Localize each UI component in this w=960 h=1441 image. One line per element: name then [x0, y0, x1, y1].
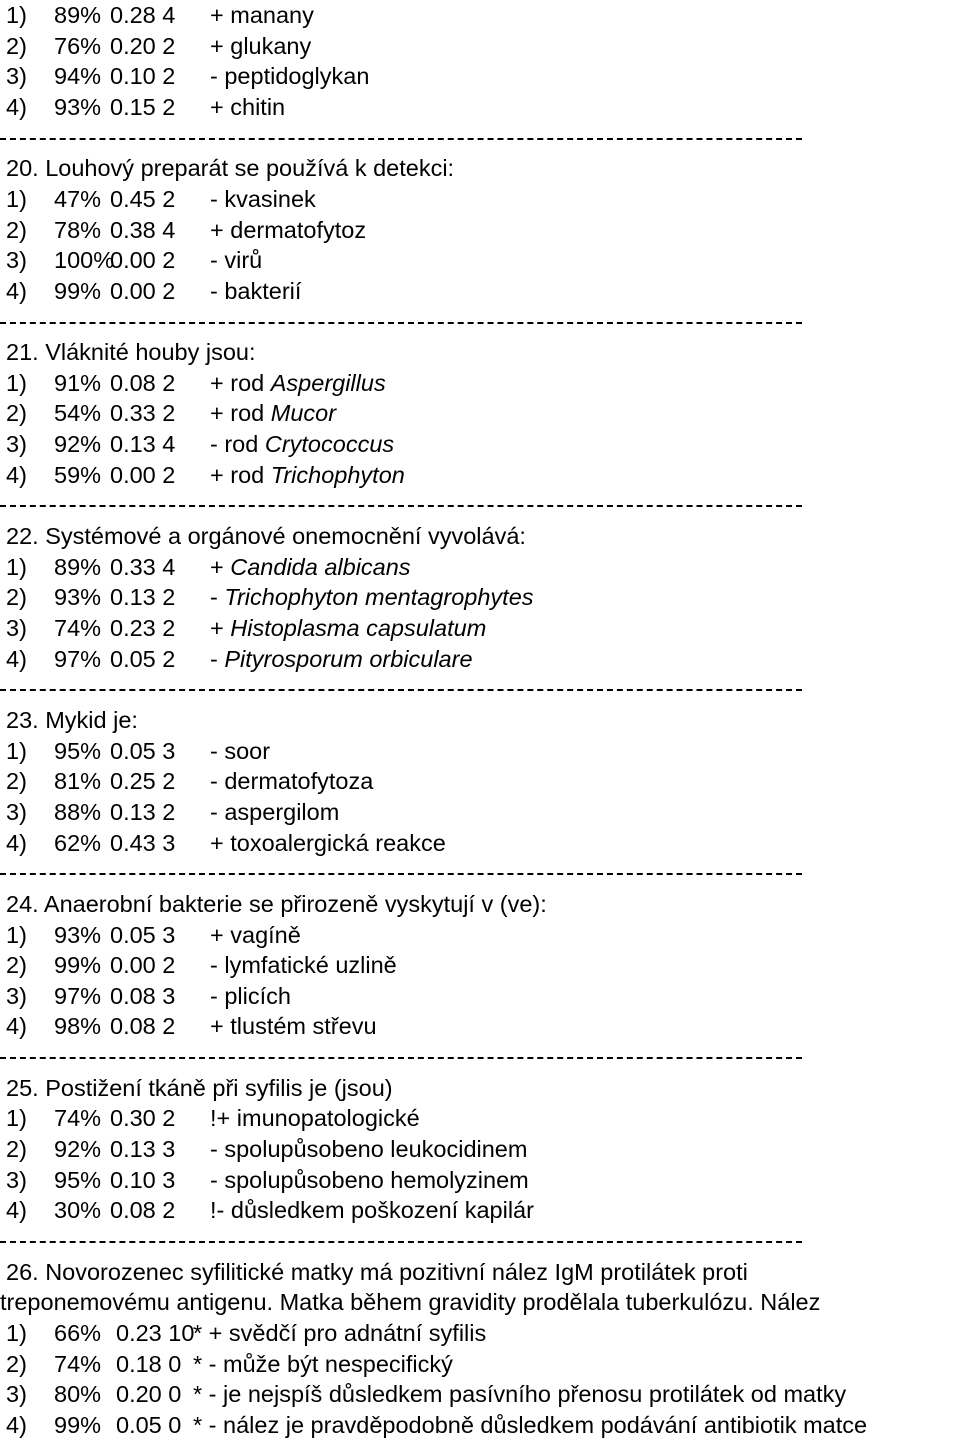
answer-number: 1): [6, 2, 27, 28]
answer-taxon-italic: Crytococcus: [264, 431, 395, 458]
answer-score: 0.08 3: [110, 982, 176, 1009]
question-line: 20. Louhový preparát se používá k detekci:: [6, 155, 455, 182]
answer-score: 0.23 10: [116, 1319, 195, 1346]
italic-wrap: [230, 554, 410, 580]
separator-line: [0, 322, 802, 324]
answer-text: !+ imunopatologické: [210, 1105, 420, 1132]
italic-wrap: [271, 400, 336, 426]
answer-row: [0, 215, 960, 246]
italic-wrap: [224, 646, 472, 672]
question-line: 23. Mykid je:: [6, 706, 138, 733]
italic-wrap: [230, 615, 486, 641]
question-line: 22. Systémové a orgánové onemocnění vyvolává:: [6, 523, 526, 550]
answer-row: [0, 981, 960, 1012]
answer-percent: 81%: [54, 768, 102, 795]
answer-score: 0.33 2: [110, 400, 176, 427]
answer-number: 4): [6, 829, 27, 856]
answer-row: [0, 429, 960, 460]
answer-number: 3): [6, 247, 27, 274]
separator-line: [0, 138, 802, 140]
answer-percent: 95%: [54, 737, 102, 764]
answer-text: * - může být nespecifický: [193, 1350, 453, 1377]
question-text: [0, 337, 960, 368]
answer-text: - spolupůsobeno hemolyzinem: [210, 1166, 529, 1193]
answer-number: 1): [6, 185, 27, 212]
answer-score: 0.05 2: [110, 645, 176, 672]
answer-text: - spolupůsobeno leukocidinem: [210, 1136, 528, 1163]
answer-score: 0.00 2: [110, 461, 176, 488]
answer-score: 0.20 0: [116, 1381, 182, 1408]
answer-number: 4): [6, 645, 27, 672]
answer-score: 0.00 2: [110, 952, 176, 979]
dashed-separator: [0, 490, 960, 521]
answer-number: 2): [6, 216, 27, 243]
italic-wrap: [271, 370, 386, 396]
answer-prefix: -: [210, 584, 225, 611]
answer-taxon-italic: Trichophyton mentagrophytes: [224, 584, 534, 611]
answer-number: 3): [6, 63, 27, 90]
separator-line: [0, 689, 802, 691]
answer-number: 2): [6, 584, 27, 611]
answer-row: [0, 276, 960, 307]
answer-prefix: +: [210, 615, 231, 641]
answer-number: 3): [6, 431, 27, 458]
answer-score: 0.15 2: [110, 93, 176, 120]
answer-text: [210, 552, 411, 583]
answer-number: 2): [6, 1136, 27, 1163]
italic-wrap: [224, 584, 533, 610]
answer-row: [0, 1011, 960, 1042]
answer-prefix: - rod: [210, 431, 265, 458]
answer-score: 0.30 2: [110, 1105, 176, 1132]
answer-percent: 99%: [54, 952, 102, 979]
separator-line: [0, 1057, 802, 1059]
answer-score: 0.45 2: [110, 185, 176, 212]
answer-percent: 98%: [54, 1013, 102, 1040]
answer-score: 0.13 2: [110, 798, 176, 825]
dashed-separator: [0, 1226, 960, 1257]
answer-text: + dermatofytoz: [210, 216, 367, 243]
answer-percent: 100%: [54, 247, 115, 274]
answer-row: [0, 184, 960, 215]
answer-score: 0.25 2: [110, 768, 176, 795]
question-line: 24. Anaerobní bakterie se přirozeně vyskytují v (ve):: [6, 890, 547, 917]
answer-row: [0, 1379, 960, 1410]
question-line: 26. Novorozenec syfilitické matky má pozitivní nález IgM protilátek proti: [6, 1258, 748, 1285]
answer-percent: 80%: [54, 1381, 102, 1408]
question-text: [0, 1287, 960, 1318]
answer-score: 0.33 4: [110, 553, 176, 580]
answer-score: 0.00 2: [110, 277, 176, 304]
answer-number: 4): [6, 1411, 27, 1438]
answer-taxon-italic: Aspergillus: [270, 369, 386, 396]
answer-score: 0.23 2: [110, 615, 176, 641]
answer-percent: 88%: [54, 798, 102, 825]
question-line: treponemovému antigenu. Matka během gravidity prodělala tuberkulózu. Nález: [0, 1289, 821, 1316]
dashed-separator: [0, 674, 960, 705]
answer-taxon-italic: Trichophyton: [270, 461, 405, 488]
answer-percent: 92%: [54, 431, 102, 458]
separator-line: [0, 873, 802, 875]
answer-row: [0, 613, 960, 644]
question-text: [0, 705, 960, 736]
answer-row: [0, 460, 960, 491]
answer-text: [210, 460, 405, 491]
answer-number: 2): [6, 400, 27, 427]
answer-number: 1): [6, 1319, 27, 1346]
answer-taxon-italic: Candida albicans: [230, 553, 411, 580]
answer-score: 0.20 2: [110, 32, 176, 59]
separator-line: [0, 1241, 802, 1243]
question-text: [0, 1073, 960, 1104]
answer-percent: 76%: [54, 32, 102, 59]
answer-score: 0.28 4: [110, 2, 176, 28]
answer-number: 3): [6, 615, 27, 641]
answer-score: 0.00 2: [110, 247, 176, 274]
answer-row: [0, 61, 960, 92]
answer-row: [0, 766, 960, 797]
question-text: [0, 889, 960, 920]
answer-text: - soor: [210, 737, 271, 764]
question-text: [0, 521, 960, 552]
dashed-separator: [0, 123, 960, 154]
answer-row: [0, 736, 960, 767]
answer-text: + tlustém střevu: [210, 1013, 377, 1040]
answer-percent: 78%: [54, 216, 102, 243]
answer-score: 0.13 3: [110, 1136, 176, 1163]
answer-row: [0, 1103, 960, 1134]
answer-percent: 30%: [54, 1197, 102, 1224]
answer-row: [0, 552, 960, 583]
answer-row: [0, 828, 960, 859]
answer-score: 0.05 3: [110, 737, 176, 764]
answer-row: [0, 368, 960, 399]
answer-number: 1): [6, 369, 27, 396]
answer-row: [0, 797, 960, 828]
answer-percent: 62%: [54, 829, 102, 856]
answer-text: * - je nejspíš důsledkem pasívního přenosu protilátek od matky: [193, 1381, 847, 1408]
question-text: [0, 153, 960, 184]
answer-taxon-italic: Mucor: [270, 400, 337, 427]
answer-row: [0, 644, 960, 675]
answer-row: [0, 1349, 960, 1380]
answer-prefix: + rod: [210, 400, 271, 427]
answer-percent: 59%: [54, 461, 102, 488]
italic-wrap: [271, 462, 405, 488]
answer-score: 0.08 2: [110, 1197, 176, 1224]
answer-score: 0.10 3: [110, 1166, 176, 1193]
answer-number: 2): [6, 1350, 27, 1377]
answer-text: + manany: [210, 2, 314, 28]
answer-number: 2): [6, 952, 27, 979]
question-line: 25. Postižení tkáně při syfilis je (jsou): [6, 1074, 393, 1101]
answer-percent: 91%: [54, 369, 102, 396]
answer-row: [0, 1195, 960, 1226]
answer-row: [0, 1410, 960, 1441]
answer-text: [210, 582, 534, 613]
answer-number: 4): [6, 1197, 27, 1224]
answer-score: 0.08 2: [110, 369, 176, 396]
dashed-separator: [0, 1042, 960, 1073]
answer-number: 3): [6, 798, 27, 825]
answer-prefix: + rod: [210, 369, 271, 396]
answer-percent: 74%: [54, 615, 102, 641]
answer-text: - bakterií: [210, 277, 302, 304]
answer-row: [0, 1318, 960, 1349]
dashed-separator: [0, 307, 960, 338]
answer-text: [210, 644, 473, 675]
answer-percent: 74%: [54, 1350, 102, 1377]
answer-text: * + svědčí pro adnátní syfilis: [193, 1319, 487, 1346]
answer-text: + vagíně: [210, 921, 301, 948]
dashed-separator: [0, 858, 960, 889]
answer-row: [0, 1134, 960, 1165]
answer-number: 2): [6, 768, 27, 795]
question-text: [0, 1257, 960, 1288]
answer-text: - peptidoglykan: [210, 63, 370, 90]
answer-taxon-italic: Pityrosporum orbiculare: [224, 645, 473, 672]
answer-percent: 97%: [54, 982, 102, 1009]
answer-text: [210, 398, 336, 429]
answer-percent: 97%: [54, 645, 102, 672]
answer-score: 0.05 0: [116, 1411, 182, 1438]
answer-row: [0, 950, 960, 981]
italic-wrap: [265, 431, 394, 457]
answer-row: [0, 398, 960, 429]
answer-prefix: -: [210, 645, 225, 672]
answer-text: - virů: [210, 247, 263, 274]
answer-prefix: + rod: [210, 461, 271, 488]
answer-percent: 66%: [54, 1319, 102, 1346]
answer-percent: 54%: [54, 400, 102, 427]
answer-score: 0.13 4: [110, 431, 176, 458]
question-line: 21. Vláknité houby jsou:: [6, 339, 256, 366]
answer-row: [0, 92, 960, 123]
answer-text: - lymfatické uzlině: [210, 952, 397, 979]
answer-percent: 93%: [54, 584, 102, 611]
answer-percent: 94%: [54, 63, 102, 90]
answer-number: 4): [6, 1013, 27, 1040]
answer-row: [0, 1165, 960, 1196]
answer-text: [210, 613, 486, 644]
answer-text: - kvasinek: [210, 185, 316, 212]
answer-text: + toxoalergická reakce: [210, 829, 446, 856]
answer-text: * - nález je pravděpodobně důsledkem podávání antibiotik matce: [193, 1411, 868, 1438]
answer-score: 0.43 3: [110, 829, 176, 856]
answer-percent: 99%: [54, 1411, 102, 1438]
answer-number: 4): [6, 461, 27, 488]
answer-text: - dermatofytoza: [210, 768, 374, 795]
separator-line: [0, 505, 802, 507]
answer-taxon-italic: Histoplasma capsulatum: [230, 615, 487, 641]
answer-percent: 93%: [54, 93, 102, 120]
answer-percent: 74%: [54, 1105, 102, 1132]
answer-number: 1): [6, 921, 27, 948]
answer-score: 0.05 3: [110, 921, 176, 948]
answer-text: - plicích: [210, 982, 291, 1009]
answer-score: 0.13 2: [110, 584, 176, 611]
answer-score: 0.10 2: [110, 63, 176, 90]
answer-number: 4): [6, 277, 27, 304]
answer-percent: 47%: [54, 185, 102, 212]
answer-number: 4): [6, 93, 27, 120]
answer-score: 0.18 0: [116, 1350, 182, 1377]
answer-percent: 95%: [54, 1166, 102, 1193]
answer-text: !- důsledkem poškození kapilár: [210, 1197, 534, 1224]
answer-number: 3): [6, 1381, 27, 1408]
answer-score: 0.08 2: [110, 1013, 176, 1040]
answer-score: 0.38 4: [110, 216, 176, 243]
answer-number: 3): [6, 1166, 27, 1193]
answer-number: 1): [6, 1105, 27, 1132]
answer-percent: 92%: [54, 1136, 102, 1163]
answer-number: 3): [6, 982, 27, 1009]
answer-text: + glukany: [210, 32, 312, 59]
answer-text: [210, 368, 386, 399]
answer-row: [0, 920, 960, 951]
answer-row: [0, 582, 960, 613]
answer-row: [0, 0, 960, 31]
answer-percent: 89%: [54, 2, 102, 28]
answer-row: [0, 245, 960, 276]
answer-text: [210, 429, 394, 460]
answer-number: 1): [6, 737, 27, 764]
answer-row: [0, 31, 960, 62]
answer-percent: 99%: [54, 277, 102, 304]
answer-percent: 89%: [54, 553, 102, 580]
answer-text: - aspergilom: [210, 798, 340, 825]
answer-number: 2): [6, 32, 27, 59]
answer-text: + chitin: [210, 93, 286, 120]
answer-percent: 93%: [54, 921, 102, 948]
answer-number: 1): [6, 553, 27, 580]
answer-prefix: +: [210, 553, 231, 580]
